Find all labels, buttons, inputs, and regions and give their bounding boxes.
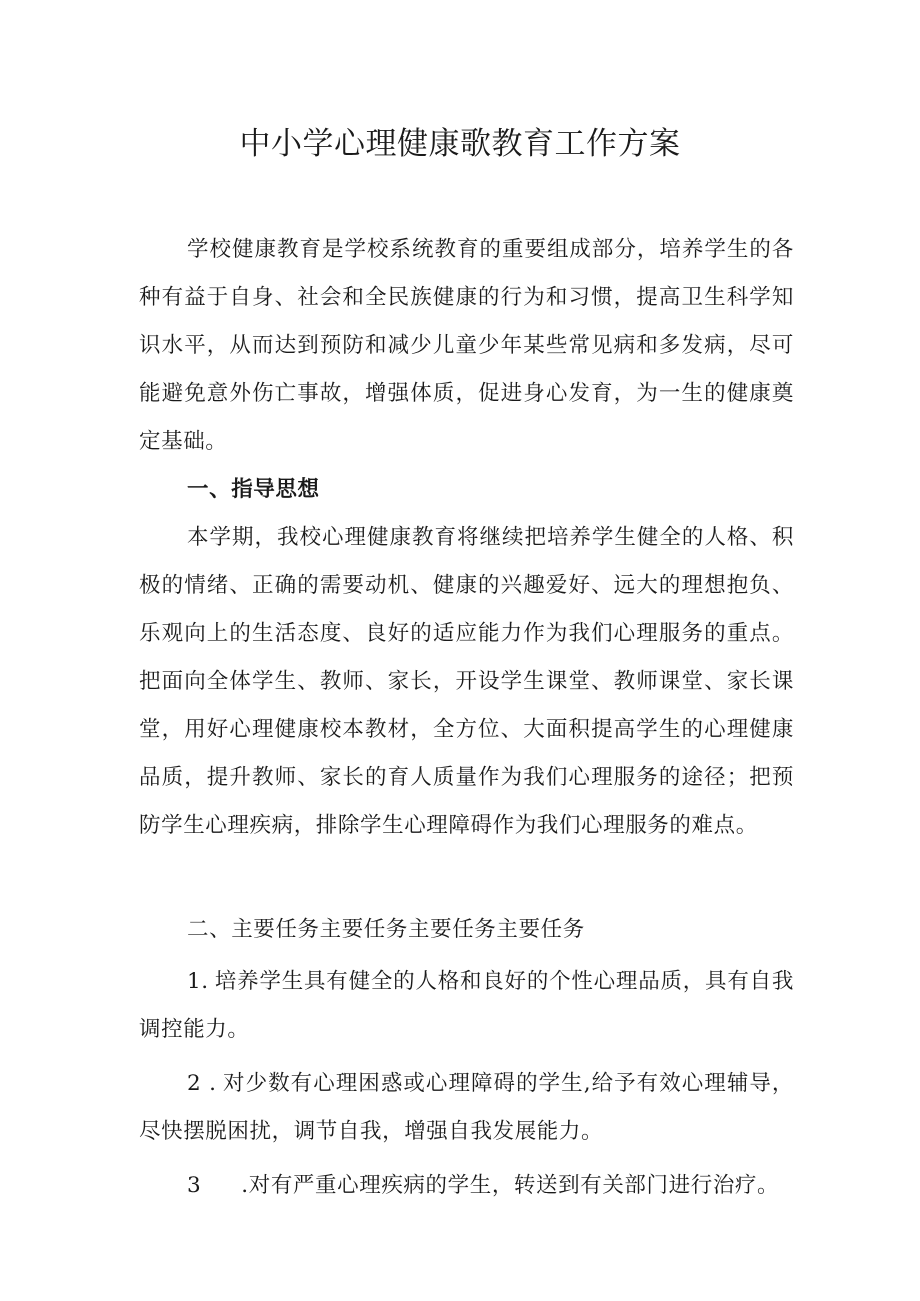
intro-paragraph: 学校健康教育是学校系统教育的重要组成部分，培养学生的各种有益于自身、社会和全民族健康的行为和习惯，提高卫生科学知识水平，从而达到预防和减少儿童少年某些常见病和多发病，尽可能避免意外伤亡事故，增强体质，促进身心发育，为一生的健康奠定基础。	[139, 237, 794, 454]
task-item-number: 2 .	[187, 1071, 217, 1096]
section-heading-main-tasks: 二、主要任务主要任务主要任务主要任务	[187, 917, 585, 942]
task-item	[139, 1060, 794, 1156]
task-item	[139, 1162, 794, 1210]
document-title: 中小学心理健康歌教育工作方案	[239, 126, 681, 162]
task-item-number: 1.	[187, 969, 209, 994]
section-heading-guiding-ideology: 一、指导思想	[187, 477, 320, 502]
task-item-text: .对有严重心理疾病的学生，转送到有关部门进行治疗。	[241, 1173, 780, 1198]
task-item-text: 对少数有心理困惑或心理障碍的学生,给予有效心理辅导，尽快摆脱困扰，调节自我，增强自我发展能力。	[139, 1071, 794, 1144]
guiding-ideology-paragraph: 本学期，我校心理健康教育将继续把培养学生健全的人格、积极的情绪、正确的需要动机、健康的兴趣爱好、远大的理想抱负、乐观向上的生活态度、良好的适应能力作为我们心理服务的重点。把面向全体学生、教师、家长，开设学生课堂、教师课堂、家长课堂，用好心理健康校本教材，全方位、大面积提高学生的心理健康品质，提升教师、家长的育人质量作为我们心理服务的途径；把预防学生心理疾病，排除学生心理障碍作为我们心理服务的难点。	[139, 525, 794, 838]
task-item	[139, 958, 794, 1054]
task-item-text: 培养学生具有健全的人格和良好的个性心理品质，具有自我调控能力。	[139, 969, 794, 1042]
task-item-number: 3	[187, 1173, 202, 1198]
